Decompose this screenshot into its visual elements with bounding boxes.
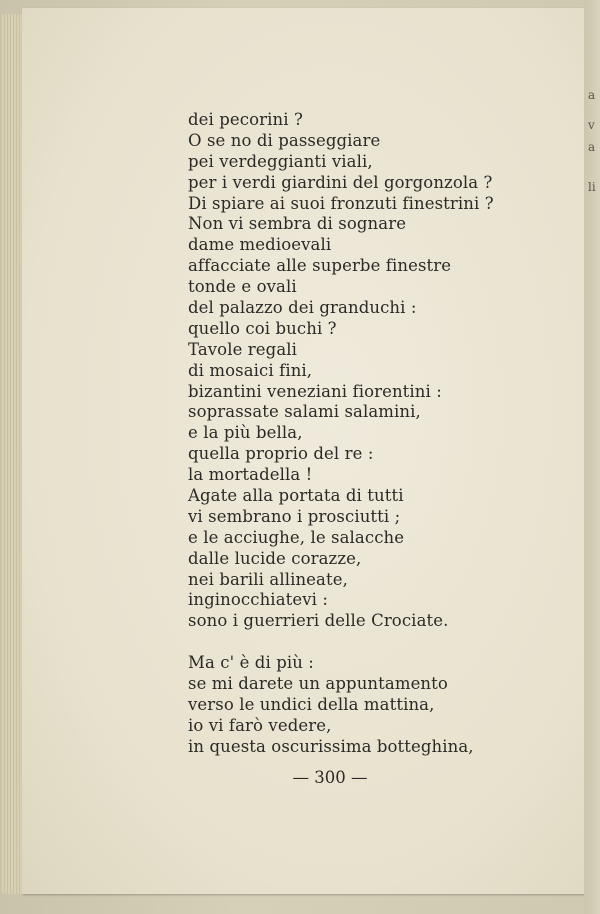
poem-line: verso le undici della mattina, — [188, 695, 435, 715]
poem-line: Non vi sembra di sognare — [188, 214, 407, 234]
facing-page-fragment: a — [588, 88, 596, 102]
poem-line: affacciate alle superbe finestre — [188, 256, 452, 276]
poem-line: Agate alla portata di tutti — [188, 486, 404, 506]
poem-line: in questa oscurissima botteghina, — [188, 736, 474, 756]
poem-line: O se no di passeggiare — [188, 130, 381, 150]
poem-line: e le acciughe, le salacche — [188, 527, 405, 547]
poem-line: quello coi buchi ? — [188, 318, 337, 338]
poem-line: di mosaici fini, — [188, 360, 313, 380]
poem-line: tonde e ovali — [188, 277, 297, 297]
poem-line: dame medioevali — [188, 235, 332, 255]
poem-line: dalle lucide corazze, — [188, 548, 362, 568]
poem-line: del palazzo dei granduchi : — [188, 298, 417, 318]
facing-page-fragment: v — [588, 118, 595, 132]
poem-line: pei verdeggianti viali, — [188, 151, 373, 171]
poem-line: e la più bella, — [188, 423, 303, 443]
page-number: — 300 — — [292, 768, 368, 787]
poem-line: nei barili allineate, — [188, 569, 348, 589]
poem-line: io vi farò vedere, — [188, 715, 332, 735]
poem-line: bizantini veneziani fiorentini : — [188, 381, 442, 401]
poem-text — [188, 110, 494, 758]
poem-line: soprassate salami salamini, — [188, 402, 421, 422]
poem-line: se mi darete un appuntamento — [188, 674, 448, 694]
poem-line: sono i guerrieri delle Crociate. — [188, 611, 449, 631]
poem-line: Tavole regali — [188, 339, 298, 359]
poem-line: dei pecorini ? — [188, 110, 303, 129]
poem-line: Di spiare ai suoi fronzuti finestrini ? — [188, 193, 494, 213]
facing-page-fragment: a — [588, 140, 596, 154]
poem-line: la mortadella ! — [188, 465, 313, 485]
poem-line: inginocchiatevi : — [188, 590, 329, 610]
poem-line: quella proprio del re : — [188, 444, 374, 464]
poem-line: per i verdi giardini del gorgonzola ? — [188, 172, 493, 192]
facing-page-fragment: li — [588, 180, 596, 194]
poem-line: Ma c' è di più : — [188, 653, 314, 673]
poem-line: vi sembrano i prosciutti ; — [188, 506, 401, 526]
